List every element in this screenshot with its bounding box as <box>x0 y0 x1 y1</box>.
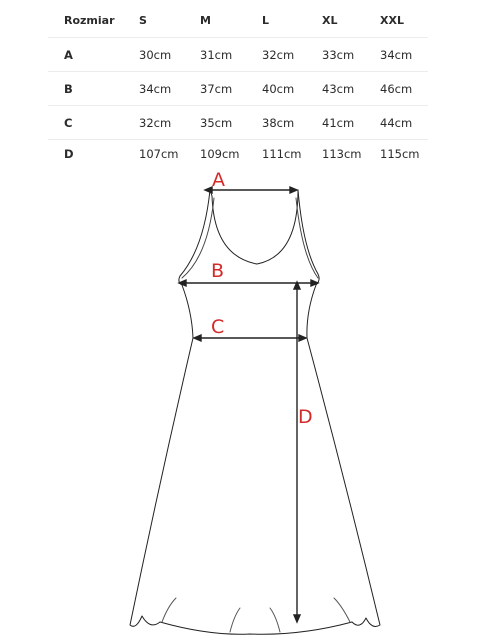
column-header-xxl: XXL <box>380 14 404 27</box>
arrowhead-c-left <box>194 335 201 341</box>
dress-hem-fold-mid-right <box>270 608 280 632</box>
cell-c-xl: 41cm <box>322 116 355 130</box>
row-label-b: B <box>64 82 73 96</box>
cell-a-m: 31cm <box>200 48 233 62</box>
cell-b-m: 37cm <box>200 82 233 96</box>
column-header-m: M <box>200 14 211 27</box>
arrowhead-a-right <box>290 187 297 193</box>
measure-label-b: B <box>211 260 225 282</box>
cell-b-xl: 43cm <box>322 82 355 96</box>
cell-b-xxl: 46cm <box>380 82 413 96</box>
dress-outline-svg <box>0 160 480 639</box>
arrowhead-b-right <box>311 280 318 286</box>
cell-b-s: 34cm <box>139 82 172 96</box>
dress-skirt-left <box>130 338 193 626</box>
measure-label-a: A <box>212 169 225 191</box>
arrowhead-b-left <box>179 280 186 286</box>
arrowhead-d-bottom <box>294 615 300 622</box>
column-header-s: S <box>139 14 147 27</box>
cell-a-s: 30cm <box>139 48 172 62</box>
dress-hem-fold-mid-left <box>230 608 240 632</box>
row-label-c: C <box>64 116 73 130</box>
dress-hem <box>160 622 352 634</box>
row-label-a: A <box>64 48 73 62</box>
arrowhead-a-left <box>205 187 212 193</box>
arrowhead-c-right <box>299 335 306 341</box>
column-header-size: Rozmiar <box>64 14 115 27</box>
dress-measurement-diagram <box>0 160 480 639</box>
column-header-xl: XL <box>322 14 338 27</box>
cell-d-xl: 113cm <box>322 147 362 161</box>
table-row <box>0 72 480 106</box>
cell-c-l: 38cm <box>262 116 295 130</box>
cell-a-xl: 33cm <box>322 48 355 62</box>
cell-d-m: 109cm <box>200 147 240 161</box>
dress-skirt-right <box>307 338 380 626</box>
cell-d-xxl: 115cm <box>380 147 420 161</box>
cell-a-l: 32cm <box>262 48 295 62</box>
dress-hem-fold-left <box>162 598 176 622</box>
measure-label-d: D <box>298 406 313 428</box>
table-row <box>0 38 480 72</box>
dress-right-armhole <box>296 198 318 278</box>
dress-neckline <box>210 190 298 264</box>
cell-c-xxl: 44cm <box>380 116 413 130</box>
measure-label-c: C <box>211 316 225 338</box>
cell-a-xxl: 34cm <box>380 48 413 62</box>
cell-c-s: 32cm <box>139 116 172 130</box>
cell-b-l: 40cm <box>262 82 295 96</box>
table-header-row <box>0 4 480 38</box>
cell-d-s: 107cm <box>139 147 179 161</box>
dress-right-side <box>298 190 319 338</box>
row-label-d: D <box>64 147 74 161</box>
cell-c-m: 35cm <box>200 116 233 130</box>
table-row <box>0 106 480 140</box>
dress-hem-fold-right <box>334 598 350 622</box>
cell-d-l: 111cm <box>262 147 302 161</box>
column-header-l: L <box>262 14 270 27</box>
